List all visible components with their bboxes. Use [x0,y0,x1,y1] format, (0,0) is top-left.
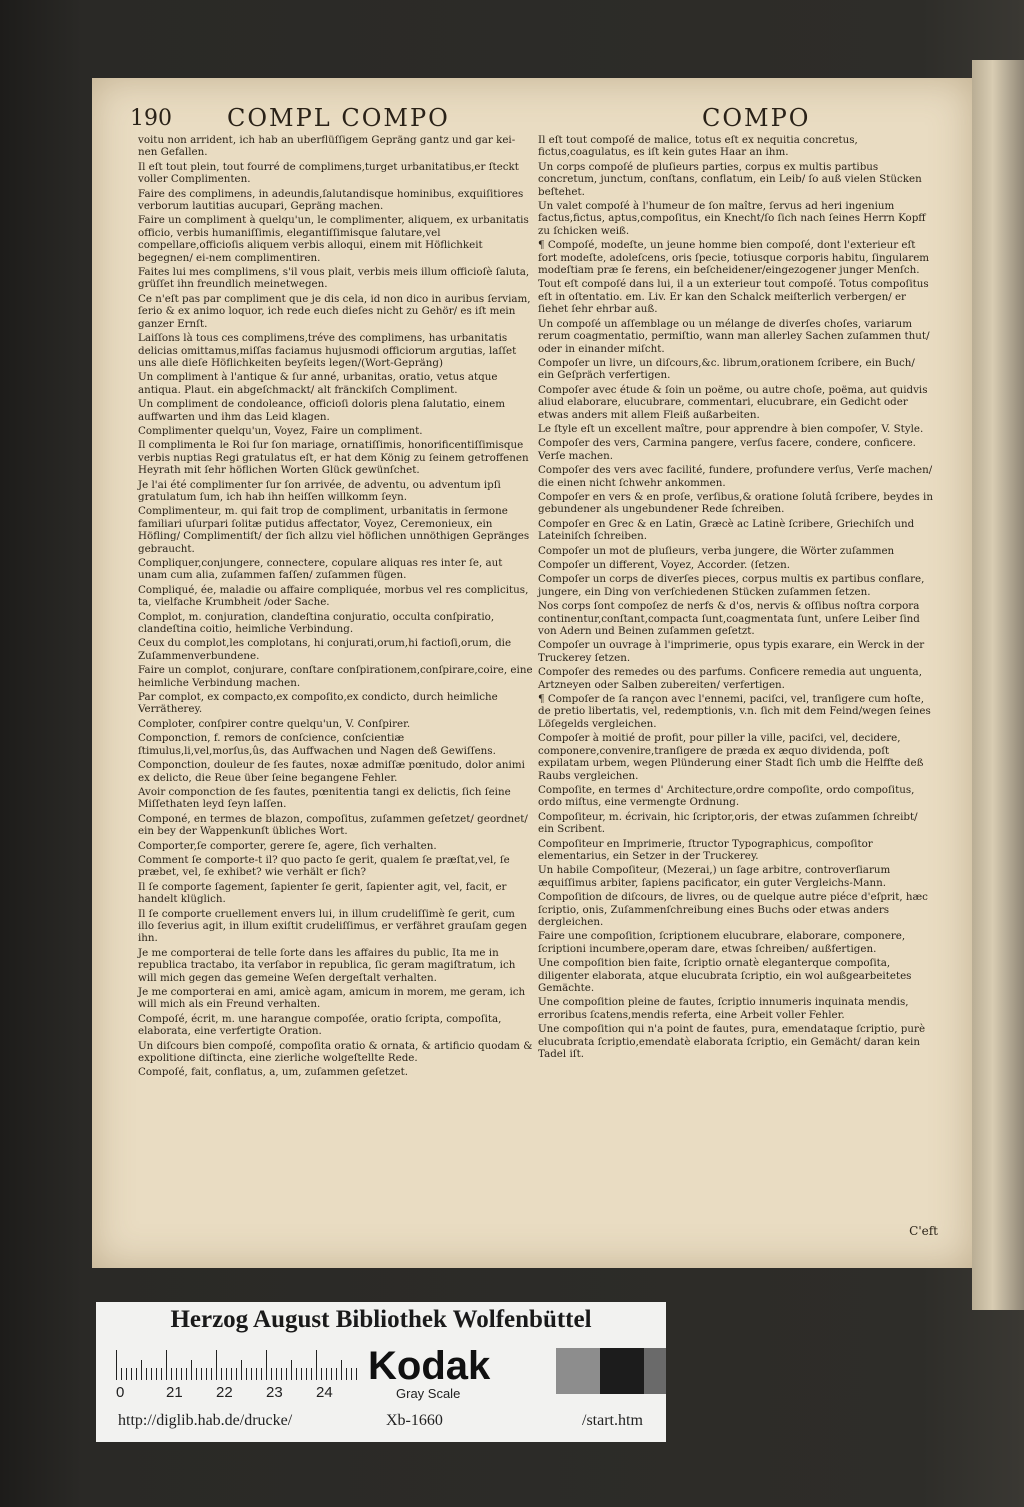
ruler-tick [221,1368,222,1380]
dictionary-entry: Il eſt tout compoſé de malice, totus eſt ex nequitia concretus, fictus,coagulatus, es iſt kein gutes Haar an ihm. [538,134,858,159]
dictionary-entry: Nos corps ſont compoſez de nerfs & d'os, nervis & oſſibus noſtra corpora continentur,conſtant,compacta ſunt,coagmentata ſunt, unſere Leiber ſind von Adern und Beinen zuſammen geſetzt. [538,600,920,638]
gray-patch-dark [600,1348,644,1394]
ruler-tick [206,1368,207,1380]
dictionary-entry: Faire un compliment à quelqu'un, le complimenter, aliquem, ex urbanitatis officio, verbis humaniſſimis, elegantiſſimisque ſalutare,vel compellare,officioſis aliquem verbis alloqui, einem mit Höflichkeit begegnen/ ei-nem complimentiren. [138,214,529,264]
ruler-tick [171,1368,172,1380]
ruler-tick [136,1368,137,1380]
ruler-tick [351,1368,352,1380]
dictionary-entry: Compoſer un livre, un diſcours,&c. librum,orationem ſcribere, ein Buch/ ein Geſpräch verfertigen. [538,356,915,382]
dictionary-entry: Compoſé, écrit, m. une harangue compoſée, oratio ſcripta, compoſita, elaborata, eine verfertigte Oration. [138,1012,502,1038]
dictionary-entry: Je me comporterai en ami, amicè agam, amicum in morem, me geram, ich will mich als ein Freund verhalten. [138,986,526,1011]
page-number: 190 [130,106,172,131]
dictionary-entry: Un valet compoſé à l'humeur de ſon maître, ſervus ad heri ingenium factus,fictus, aptus,compoſitus, ein Knecht/ſo ſich nach ſeines Herrn Kopff zu ſchicken weiß. [538,200,926,237]
dictionary-entry: Ceux du complot,les complotans, hi conjurati,orum,hi factioſi,orum, die Zuſammenverbundene. [138,637,512,662]
ruler-tick [296,1368,297,1380]
ruler-number: 22 [216,1384,233,1401]
adjacent-page-edge [972,60,1024,1310]
dictionary-entry: Compoſer en Grec & en Latin, Græcè ac Latinè ſcribere, Griechiſch und Lateiniſch ſchreiben. [538,517,915,543]
ruler-numbers [116,1384,356,1402]
dictionary-entry: Compoſiteur, m. écrivain, hic ſcriptor,oris, der etwas zuſammen ſchreibt/ ein Scribent. [538,810,918,836]
dictionary-entry: Une compoſition bien faite, ſcriptio ornatè eleganterque compoſita, diligenter elaborata, atque elucubrata ſcriptio, ein wol außgearbeitetes Gemächte. [538,957,912,994]
ruler-tick [181,1368,182,1380]
gray-patch-mid [556,1348,600,1394]
ruler-tick [281,1368,282,1380]
dictionary-entry: Une compoſition qui n'a point de fautes, pura, emendataque ſcriptio, purè elucubrata ſcriptio,emendatè elaborata ſcriptio, ein Gemächt/ daran kein Tadel iſt. [538,1023,926,1061]
ruler-number: 24 [316,1384,333,1401]
ruler-tick [356,1368,357,1380]
ruler-tick [326,1368,327,1380]
dictionary-entry: Il complimenta le Roi ſur ſon mariage, ornatiſſimis, honorificentiſſimisque verbis nuptias Regi gratulatus eſt, er hat dem König zu ſeinem getroffenen Heyrath mit ſehr höflichen Worten Glück gewünſchet. [138,439,529,477]
header-left-guide-words: COMPL COMPO [227,104,450,132]
ruler-tick [236,1368,237,1380]
ruler-number: 0 [116,1384,125,1401]
ruler-tick [271,1368,272,1380]
dictionary-entry: Comploter, conſpirer contre quelqu'un, V. Conſpirer. [138,717,411,730]
call-number: Xb-1660 [386,1412,443,1429]
dictionary-entry: Laiſſons là tous ces complimens,tréve des complimens, has urbanitatis delicias omittamus,miſſas faciamus hujusmodi officiorum argutias, laſſet uns alle dieſe Höflichkeiten beyſeits legen/(Wort-Gepräng) [138,332,517,369]
dictionary-entry: Compoſer un different, Voyez, Accorder. (ſetzen. [538,559,791,571]
dictionary-entry: Componction, f. remors de conſcience, conſcientiæ ſtimulus,li,vel,morſus,ûs, das Auffwachen und Nagen deß Gewiſſens. [138,732,496,757]
dictionary-entry: Compoſiteur en Imprimerie, ſtructor Typographicus, compoſitor elementarius, ein Setzer in der Truckerey. [538,837,873,862]
dictionary-entry: Compoſer en vers & en proſe, verſibus,& oratione ſolutâ ſcribere, beydes in gebundener als ungebundener Rede ſchreiben. [538,490,933,516]
dictionary-entry: Ce n'eſt pas par compliment que je dis cela, id non dico in auribus ſerviam, ſerio & ex animo loquor, ich rede euch dieſes nicht zu Gehör/ es iſt mein ganzer Ernſt. [138,292,531,330]
library-url: http://diglib.hab.de/drucke/ [118,1412,293,1429]
dictionary-entry: Complimenter quelqu'un, Voyez, Faire un compliment. [138,424,423,437]
ruler-tick [196,1368,197,1380]
ruler-tick [311,1368,312,1380]
dictionary-entry: Compoſer des vers, Carmina pangere, verſus facere, condere, conficere. Verſe machen. [538,437,916,462]
dictionary-entry: Componé, en termes de blazon, compoſitus, zuſammen geſetzet/ geordnet/ ein bey der Wappenkunſt übliches Wort. [138,812,528,838]
dictionary-entry: Un compliment de condoleance, officioſi doloris plena ſalutatio, einem auffwarten und ihm das Leid klagen. [138,398,506,423]
dictionary-entry: Complot, m. conjuration, clandeſtina conjuratio, occulta conſpiratio, clandeſtina coitio, heimliche Verbindung. [138,610,495,636]
ruler-tick [306,1368,307,1380]
dictionary-entry: Il ſe comporte cruellement envers lui, in illum crudeliſſimè ſe gerit, cum illo ſeverius agit, in illum exiſtit crudeliſſimus, er verfähret grauſam gegen ihn. [138,907,528,945]
dictionary-entry: Compoſition de diſcours, de livres, ou de quelque autre piéce d'eſprit, hæc ſcriptio, onis, Zuſammenſchreibung eines Buchs oder etwas anders dergleichen. [538,891,928,928]
dictionary-entry: Je l'ai été complimenter ſur ſon arrivée, de adventu, ou adventum ipſi gratulatum ſum, ich hab ihn heiſſen willkomm ſeyn. [138,478,501,503]
ruler-tick [121,1368,122,1380]
ruler-tick [316,1350,317,1380]
ruler-tick [251,1368,252,1380]
ruler-tick [216,1350,217,1380]
ruler-tick [291,1360,292,1380]
dictionary-entry: Un diſcours bien compoſé, compoſita oratio & ornata, & artificio quodam & expolitione diſtincta, eine zierliche wolgeſtellte Rede. [138,1039,533,1065]
dictionary-entry: Compoſé, fait, conflatus, a, um, zuſammen geſetzet. [138,1066,409,1079]
ruler-tick [191,1360,192,1380]
color-target-card [96,1302,666,1442]
ruler-tick [346,1368,347,1380]
ruler-tick [261,1368,262,1380]
start-page-path: /start.htm [582,1412,643,1429]
ruler-tick [131,1368,132,1380]
measurement-ruler [116,1350,356,1380]
ruler-tick [341,1360,342,1380]
ruler-tick [241,1360,242,1380]
dictionary-entry: Compoſer un mot de pluſieurs, verba jungere, die Wörter zuſammen [538,544,895,557]
ruler-tick [321,1368,322,1380]
dictionary-entry: Un habile Compoſiteur, (Mezerai,) un ſage arbitre, controverſiarum æquiſſimus arbiter, ſapiens pacificator, ein guter Vergleichs-Mann. [538,864,891,889]
dictionary-entry: Il ſe comporte ſagement, ſapienter ſe gerit, ſapienter agit, vel, facit, er handelt klüglich. [138,880,507,906]
dictionary-entry: Je me comporterai de telle ſorte dans les affaires du public, Ita me in republica tractabo, ita verſabor in republica, ſic geram magiſtratum, ich will mich gegen das gemeine Weſen dergeſtalt verhalten. [138,946,516,984]
ruler-number: 23 [266,1384,283,1401]
dictionary-entry: Compoſite, en termes d' Architecture,ordre compoſite, ordo compoſitus, ordo miſtus, eine vermengte Ordnung. [538,783,915,809]
dictionary-entry: Compoſer un ouvrage à l'imprimerie, opus typis exarare, ein Werck in der Truckerey ſetzen. [538,639,925,664]
dictionary-entry: Avoir componction de ſes fautes, pœnitentia tangi ex delictis, ſich ſeine Miſſethaten leyd ſeyn laſſen. [138,785,511,811]
ruler-tick [331,1368,332,1380]
dictionary-entry: Complimenteur, m. qui fait trop de compliment, urbanitatis in ſermone familiari uſurpari ſolitæ putidus affectator, Voyez, Ceremonieux, ein Höfling/ Complimentiſt/ der ſich allzu viel höflichen unnöthigen Gepränges gebraucht. [138,505,530,555]
kodak-logo: Kodak [368,1344,491,1388]
ruler-tick [231,1368,232,1380]
dictionary-entry: Compliquer,conjungere, connectere, copulare aliquas res inter ſe, aut unam cum alia, zuſammen faſſen/ zuſammen fügen. [138,557,503,582]
dictionary-entry: voitu non arrident, ich hab an uberflüſſigem Gepräng gantz und gar kei-nen Gefallen. [138,134,516,159]
left-column [138,134,533,1081]
dictionary-entry: Compoſer un corps de diverſes pieces, corpus multis ex partibus conflare, jungere, ein Ding von verſchiedenen Stücken zuſammen ſetzen. [538,573,925,598]
ruler-tick [276,1368,277,1380]
book-page [92,78,972,1268]
ruler-tick [301,1368,302,1380]
ruler-tick [141,1360,142,1380]
ruler-tick [166,1350,167,1380]
ruler-tick [226,1368,227,1380]
dictionary-entry: Compoſer avec étude & ſoin un poëme, ou autre choſe, poëma, aut quidvis aliud elaborare, elucubrare, commentari, elucubrare, ein Gedicht oder etwas anders mit allem Fleiß außarbeiten. [538,383,928,421]
dictionary-entry: Compoſer des vers avec facilité, fundere, profundere verſus, Verſe machen/ die einen nicht ſchwehr ankommen. [538,464,933,489]
right-column [538,134,933,1062]
dictionary-entry: Un compliment à l'antique & ſur anné, urbanitas, oratio, vetus atque antiqua. Plaut. ein abgeſchmackt/ alt fränckiſch Compliment. [138,371,498,396]
dictionary-entry: Faire des complimens, in adeundis,ſalutandisque hominibus, exquiſitiores verborum lautitias aucupari, Gepräng machen. [138,187,524,213]
dictionary-entry: Une compoſition pleine de fautes, ſcriptio innumeris inquinata mendis, erroribus ſcatens,mendis referta, eine Arbeit voller Fehler. [538,996,909,1021]
ruler-tick [246,1368,247,1380]
dictionary-entry: Faire une compoſition, ſcriptionem elucubrare, elaborare, componere, ſcriptioni incumbere,operam dare, etwas ſchreiben/ außfertigen. [538,930,906,955]
dictionary-entry: Un compoſé un aſſemblage ou un mélange de diverſes choſes, variarum rerum coagmentatio, permiſtio, wann man allerley Sachen zuſammen thut/ oder in einander miſcht. [538,317,930,355]
dictionary-entry: Faites lui mes complimens, s'il vous plait, verbis meis illum officioſè ſaluta, grüſſet ihn freundlich meinetwegen. [138,266,530,291]
gray-patch-edge [644,1348,666,1394]
ruler-tick [126,1368,127,1380]
ruler-tick [161,1368,162,1380]
ruler-tick [146,1368,147,1380]
gray-scale-label: Gray Scale [396,1386,461,1401]
ruler-tick [266,1350,267,1380]
ruler-tick [256,1368,257,1380]
dictionary-entry: Componction, douleur de ſes fautes, noxæ admiſſæ pœnitudo, dolor animi ex delicto, die Reue über ſeine begangene Fehler. [138,759,525,784]
dictionary-entry: Le ſtyle eſt un excellent maître, pour apprendre à bien compoſer, V. Style. [538,422,924,435]
dictionary-entry: Comporter,ſe comporter, gerere ſe, agere, ſich verhalten. [138,839,437,852]
dictionary-entry: Compliqué, ée, maladie ou affaire compliquée, morbus vel res complicitus, ta, vielfache Krumbheit /oder Sache. [138,583,529,609]
ruler-tick [201,1368,202,1380]
dictionary-entry: Par complot, ex compacto,ex compoſito,ex condicto, durch heimliche Verrätherey. [138,691,498,716]
ruler-number: 21 [166,1384,183,1401]
header-right-guide-word: COMPO [702,104,811,132]
dictionary-entry: Il eſt tout plein, tout fourré de complimens,turget urbanitatibus,er ſteckt voller Complimenten. [138,160,519,186]
dictionary-entry: Compoſer des remedes ou des parfums. Conficere remedia aut unguenta, Artzneyen oder Salben zubereiten/ verfertigen. [538,666,922,691]
ruler-tick [156,1368,157,1380]
ruler-tick [151,1368,152,1380]
dictionary-entry: Faire un complot, conjurare, conſtare conſpirationem,conſpirare,coire, eine heimliche Verbindung machen. [138,664,533,689]
ruler-tick [211,1368,212,1380]
ruler-tick [176,1368,177,1380]
library-name: Herzog August Bibliothek Wolfenbüttel [170,1306,592,1333]
ruler-tick [186,1368,187,1380]
dictionary-entry: ¶ Compoſer de ſa rançon avec l'ennemi, paciſci, vel, tranſigere cum hoſte, de pretio libertatis, vel, redemptionis, v.n. ſich mit dem Feind/wegen ſeines Löſegelds vergleichen. [538,693,931,730]
ruler-tick [336,1368,337,1380]
dictionary-entry: Compoſer à moitié de profit, pour piller la ville, paciſci, vel, decidere, componere,convenire,tranſigere de præda ex æquo dividenda, poſt expilatam urbem, wegen Plünderung einer Stadt ſich umb die Helffte deß Raubs vergleichen. [538,732,924,782]
dictionary-entry: Tout eſt compoſé dans lui, il a un exterieur tout compoſé. Totus compoſitus eſt in oſtentatio. em. Liv. Er kan den Schalck meiſterlich verbergen/ er ſiehet ſehr ehrbar auß. [538,278,929,316]
ruler-tick [286,1368,287,1380]
dictionary-entry: Un corps compoſé de pluſieurs parties, corpus ex multis partibus concretum, junctum, conſtans, conflatum, ein Leib/ ſo auß vielen Stücken beſtehet. [538,160,922,198]
dictionary-entry: ¶ Compoſé, modeſte, un jeune homme bien compoſé, dont l'exterieur eſt fort modeſte, adoleſcens, oris ſpecie, totiusque corporis habitu, ſingularem modeſtiam præ ſe ferens, ein beſcheidener/eingezogener junger Menſch. [538,239,930,277]
dictionary-entry: Comment ſe comporte-t il? quo pacto ſe gerit, qualem ſe præſtat,vel, ſe præbet, vel, ſe exhibet? wie verhält er ſich? [138,853,510,879]
ruler-tick [116,1350,117,1380]
running-header [92,100,972,136]
catchword: C'eft [909,1224,938,1238]
